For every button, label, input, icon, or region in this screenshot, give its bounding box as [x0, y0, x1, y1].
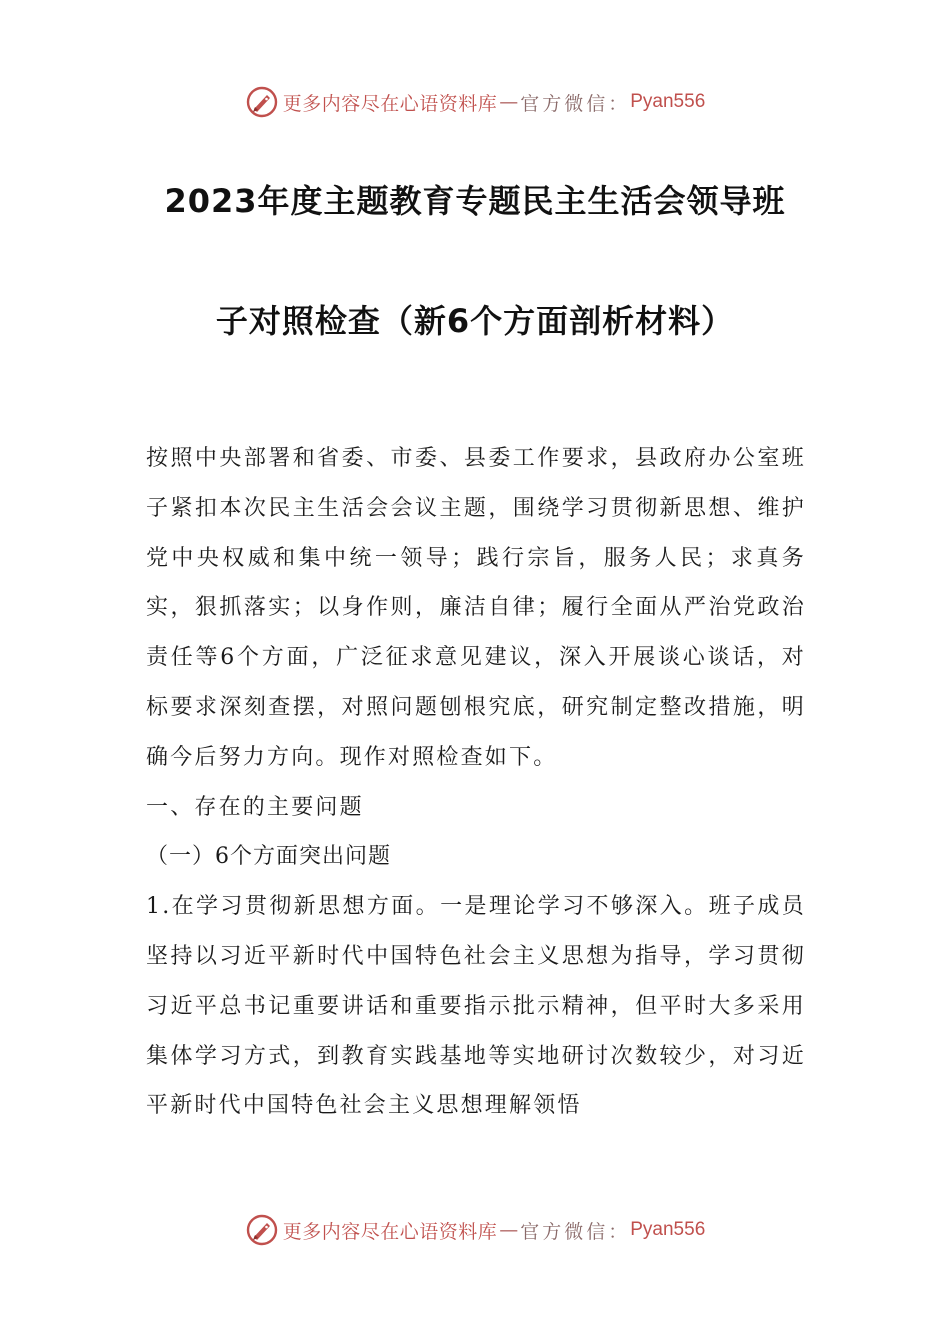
watermark-contact-id: Pyan556: [630, 1219, 706, 1240]
document-title-line-1: 2023年度主题教育专题民主生活会领导班: [164, 182, 786, 220]
watermark-separator: —: [499, 1219, 519, 1241]
section-heading: 一、存在的主要问题: [146, 794, 364, 820]
watermark-contact-label: 官方微信：: [520, 92, 631, 115]
footer-watermark: [0, 1210, 950, 1250]
watermark-separator: —: [499, 91, 519, 113]
watermark-brand-text: 更多内容尽在心语资料库: [282, 92, 498, 115]
sub-section-heading: （一）6个方面突出问题: [146, 844, 391, 870]
pen-nib-logo-icon: [245, 85, 279, 119]
watermark-contact-id: Pyan556: [630, 91, 706, 112]
item-paragraph: 1.在学习贯彻新思想方面。一是理论学习不够深入。班子成员坚持以习近平新时代中国特色社会主义思想为指导，学习贯彻习近平总书记重要讲话和重要指示批示精神，但平时大多采用集体学习方式，到教育实践基地等实地研讨次数较少，对习近平新时代中国特色社会主义思想理解领悟: [146, 894, 806, 1119]
pen-nib-logo-icon: [245, 1213, 279, 1247]
header-watermark: [0, 82, 950, 122]
document-title-line-2: 子对照检查（新6个方面剖析材料）: [215, 302, 735, 340]
watermark-contact-label: 官方微信：: [520, 1220, 631, 1243]
watermark-brand-text: 更多内容尽在心语资料库: [282, 1220, 498, 1243]
document-body: [146, 434, 806, 1131]
intro-paragraph: 按照中央部署和省委、市委、县委工作要求，县政府办公室班子紧扣本次民主生活会会议主题，围绕学习贯彻新思想、维护党中央权威和集中统一领导；践行宗旨，服务人民；求真务实，狠抓落实；以身作则，廉洁自律；履行全面从严治党政治责任等6个方面，广泛征求意见建议，深入开展谈心谈话，对标要求深刻查摆，对照问题刨根究底，研究制定整改措施，明确今后努力方向。现作对照检查如下。: [146, 446, 806, 770]
